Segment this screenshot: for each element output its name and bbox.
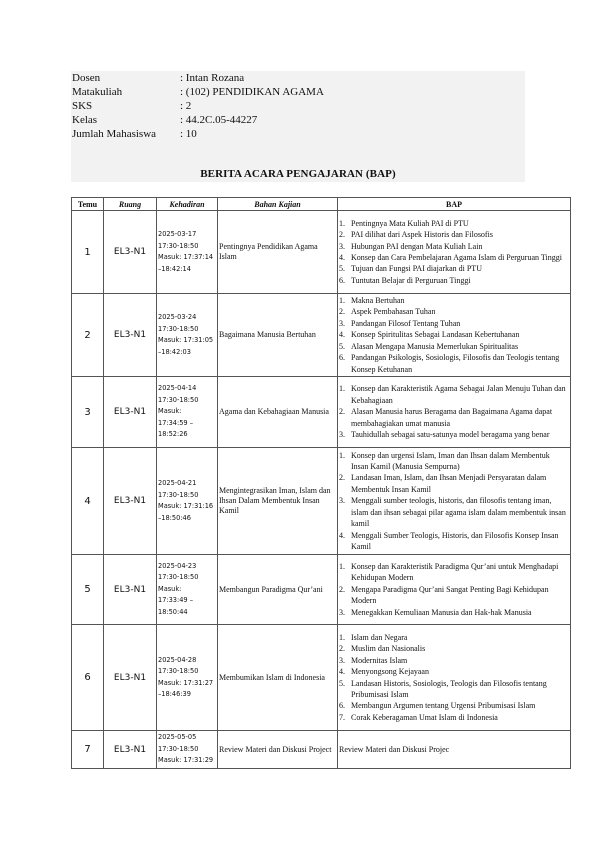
bap-item-text: Menggali sumber teologis, historis, dan filosofis tentang iman, islam dan ihsan sebagai pilar agama islam dalam membentuk insan kamil (351, 496, 566, 529)
bap-item-number: 4. (339, 253, 345, 262)
info-value: : 10 (180, 128, 197, 140)
table-row (72, 625, 571, 731)
bap-list-item (339, 306, 569, 317)
kehadiran-line: 17:30-18:50 (158, 573, 199, 582)
bap-list-item (339, 584, 569, 607)
bap-list (339, 295, 569, 375)
info-value: : 2 (180, 100, 192, 112)
bap-item-number: 4. (339, 667, 345, 677)
column-header-kehadiran: Kehadiran (157, 198, 218, 211)
kehadiran-line: 18:50:44 (158, 607, 188, 616)
bap-item-number: 3. (339, 496, 345, 506)
kehadiran-line: 2025-04-14 (158, 384, 197, 393)
cell-ruang: EL3-N1 (104, 448, 157, 555)
kehadiran-line: 17:34:59 – (158, 418, 194, 427)
bap-list (339, 218, 569, 286)
bap-item-number: 6. (339, 701, 345, 711)
bap-item-number: 4. (339, 530, 345, 540)
kehadiran-line: 17:30-18:50 (158, 744, 199, 753)
bap-item-number: 1. (339, 450, 345, 460)
bap-item-text: Landasan Iman, Islam, dan Ihsan Menjadi Persyaratan dalam Membentuk Insan Kamil (351, 473, 547, 494)
kehadiran-line: 2025-04-23 (158, 561, 197, 570)
bap-item-number: 2. (339, 644, 345, 654)
cell-ruang: EL3-N1 (104, 731, 157, 769)
cell-bahan-kajian: Mengintegrasikan Iman, Islam dan Ihsan Dalam Membentuk Insan Kamil (218, 448, 338, 555)
bap-list-item (339, 318, 569, 329)
bap-item-number: 5. (339, 341, 345, 351)
bap-item-text: Alasan Manusia harus Beragama dan Bagaimana Agama dapat membahagiakan umat manusia (351, 407, 553, 428)
kehadiran-line: –18:42:03 (158, 347, 191, 356)
bap-list-item (339, 341, 569, 352)
cell-bahan-kajian: Review Materi dan Diskusi Project (218, 731, 338, 769)
kehadiran-line: Masuk: (158, 584, 182, 593)
cell-bap (338, 377, 571, 448)
cell-kehadiran (157, 294, 218, 377)
cell-ruang: EL3-N1 (104, 377, 157, 448)
bap-item-number: 1. (339, 561, 345, 571)
info-label: Jumlah Mahasiswa (72, 128, 157, 140)
bap-item-number: 7. (339, 712, 345, 722)
cell-kehadiran (157, 377, 218, 448)
cell-bahan-kajian: Membangun Paradigma Qur’ani (218, 555, 338, 625)
bap-item-number: 1. (339, 632, 345, 642)
kehadiran-line: 18:52:26 (158, 430, 188, 439)
bap-item-number: 6. (339, 353, 345, 363)
cell-ruang: EL3-N1 (104, 294, 157, 377)
bap-list-item (339, 530, 569, 553)
cell-bap (338, 211, 571, 294)
bap-list-item (339, 632, 569, 643)
bap-item-text: Pentingnya Mata Kuliah PAI di PTU (351, 218, 469, 228)
bap-item-number: 5. (339, 678, 345, 688)
bap-item-number: 2. (339, 473, 345, 483)
kehadiran-line: –18:50:46 (158, 513, 191, 522)
bap-list-item (339, 352, 569, 375)
kehadiran-line: 17:30-18:50 (158, 490, 199, 499)
cell-kehadiran (157, 731, 218, 769)
kehadiran-line: 2025-03-17 (158, 230, 197, 238)
bap-list-item (339, 666, 569, 677)
column-header-bahan-kajian: Bahan Kajian (218, 198, 338, 211)
bap-list-item (339, 700, 569, 711)
bap-list-item (339, 643, 569, 654)
info-label: Dosen (72, 72, 101, 84)
kehadiran-line: 17:30-18:50 (158, 324, 199, 333)
bap-list-item (339, 263, 569, 274)
kehadiran-line: 2025-04-28 (158, 655, 197, 664)
bap-list-item (339, 429, 569, 440)
info-label: Kelas (72, 114, 98, 126)
bap-list-item (339, 329, 569, 340)
info-value: : 44.2C.05-44227 (180, 114, 258, 126)
bap-item-text: Tauhidullah sebagai satu-satunya model beragama yang benar (351, 430, 550, 440)
bap-item-number: 3. (339, 430, 345, 440)
table-header-row (72, 198, 571, 211)
bap-list-item (339, 218, 569, 229)
kehadiran-line: 17:33:49 – (158, 596, 194, 605)
bap-item-number: 2. (339, 230, 345, 240)
bap-item-text: Konsep dan Karakteristik Paradigma Qur’ani untuk Menghadapi Kehidupan Modern (351, 561, 559, 583)
info-label: SKS (72, 100, 93, 112)
kehadiran-line: Masuk: 17:31:29 (158, 756, 214, 765)
cell-bahan-kajian: Membumikan Islam di Indonesia (218, 625, 338, 731)
cell-temu: 6 (72, 625, 104, 731)
bap-item-text: Pandangan Psikologis, Sosiologis, Filosofis dan Teologis tentang Konsep Ketuhanan (351, 353, 560, 374)
bap-list-item (339, 295, 569, 306)
bap-item-text: Konsep Spiritulitas Sebagai Landasan Kebertuhanan (351, 330, 520, 340)
bap-list-item (339, 406, 569, 429)
table-row (72, 448, 571, 555)
kehadiran-line: Masuk: 17:31:16 (158, 502, 214, 510)
column-header-temu: Temu (72, 198, 104, 211)
bap-item-number: 3. (339, 318, 345, 328)
bap-item-text: Konsep dan Karakteristik Agama Sebagai Jalan Menuju Tuhan dan Kebahagiaan (351, 384, 566, 405)
bap-item-text: Membangun Argumen tentang Urgensi Pribumisasi Islam (351, 701, 536, 711)
bap-item-text: Hubungan PAI dengan Mata Kuliah Lain (351, 241, 483, 251)
cell-temu: 3 (72, 377, 104, 448)
bap-list-item (339, 229, 569, 240)
kehadiran-line: 2025-04-21 (158, 479, 197, 487)
column-header-ruang: Ruang (104, 198, 157, 211)
bap-item-text: Tuntutan Belajar di Perguruan Tinggi (351, 275, 471, 285)
bap-item-number: 6. (339, 275, 345, 285)
cell-ruang: EL3-N1 (104, 625, 157, 731)
bap-list-item (339, 450, 569, 473)
bap-item-number: 3. (339, 655, 345, 665)
bap-list (339, 561, 569, 618)
kehadiran-line: Masuk: 17:31:27 (158, 678, 214, 687)
cell-temu: 5 (72, 555, 104, 625)
bap-item-number: 1. (339, 218, 345, 228)
cell-temu: 7 (72, 731, 104, 769)
cell-bap: Review Materi dan Diskusi Projec (338, 731, 571, 769)
bap-list-item (339, 241, 569, 252)
column-header-bap: BAP (338, 198, 571, 211)
bap-list-item (339, 472, 569, 495)
bap-list (339, 632, 569, 723)
bap-list (339, 383, 569, 440)
bap-item-number: 3. (339, 607, 345, 617)
table-row (72, 731, 571, 769)
cell-kehadiran (157, 625, 218, 731)
cell-ruang: EL3-N1 (104, 555, 157, 625)
bap-item-text: Aspek Pembahasan Tuhan (351, 307, 436, 317)
table-row (72, 555, 571, 625)
bap-item-text: Tujuan dan Fungsi PAI diajarkan di PTU (351, 264, 482, 274)
kehadiran-line: Masuk: 17:37:14 (158, 253, 214, 261)
bap-item-number: 2. (339, 407, 345, 417)
bap-list-item (339, 655, 569, 666)
bap-item-number: 5. (339, 264, 345, 274)
bap-item-text: Pandangan Filosof Tentang Tuhan (351, 318, 461, 328)
cell-temu: 1 (72, 211, 104, 294)
bap-item-number: 4. (339, 330, 345, 340)
cell-bap (338, 625, 571, 731)
cell-bap (338, 294, 571, 377)
bap-item-text: Muslim dan Nasionalis (351, 644, 426, 654)
table-row (72, 211, 571, 294)
kehadiran-line: 2025-05-05 (158, 733, 197, 742)
bap-list-item (339, 678, 569, 701)
info-value: : (102) PENDIDIKAN AGAMA (180, 86, 324, 98)
bap-item-text: PAI dilihat dari Aspek Historis dan Filosofis (351, 230, 493, 240)
bap-item-text: Modernitas Islam (351, 655, 408, 665)
bap-list-item (339, 712, 569, 723)
bap-item-text: Menggali Sumber Teologis, Historis, dan Filosofis Konsep Insan Kamil (351, 530, 559, 551)
bap-item-text: Menegakkan Kemuliaan Manusia dan Hak-hak Manusia (351, 607, 532, 617)
bap-item-number: 2. (339, 307, 345, 317)
kehadiran-line: –18:46:39 (158, 690, 191, 698)
bap-item-text: Landasan Historis, Sosiologis, Teologis dan Filosofis tentang Pribumisasi Islam (351, 678, 547, 699)
kehadiran-line: 17:30-18:50 (158, 395, 199, 404)
cell-kehadiran (157, 448, 218, 555)
bap-item-text: Konsep dan urgensi Islam, Iman dan Ihsan dalam Membentuk Insan Kamil (Manusia Sempurna) (351, 450, 550, 472)
kehadiran-line: 17:30-18:50 (158, 667, 199, 675)
cell-temu: 4 (72, 448, 104, 555)
info-label: Matakuliah (72, 86, 123, 98)
kehadiran-line: Masuk: 17:31:05 (158, 336, 214, 344)
bap-item-number: 2. (339, 584, 345, 594)
cell-bahan-kajian: Pentingnya Pendidikan Agama Islam (218, 211, 338, 294)
bap-list (339, 450, 569, 553)
cell-bap (338, 448, 571, 555)
bap-list-item (339, 495, 569, 529)
cell-bahan-kajian: Bagaimana Manusia Bertuhan (218, 294, 338, 377)
bap-table (71, 197, 571, 769)
bap-list-item (339, 607, 569, 618)
bap-item-text: Konsep dan Cara Pembelajaran Agama Islam di Perguruan Tinggi (351, 253, 562, 262)
bap-item-text: Corak Keberagaman Umat Islam di Indonesia (351, 712, 498, 722)
document-title: BERITA ACARA PENGAJARAN (BAP) (200, 168, 396, 180)
bap-list-item (339, 561, 569, 584)
bap-list-item (339, 275, 569, 286)
bap-item-number: 1. (339, 384, 345, 394)
cell-kehadiran (157, 555, 218, 625)
cell-temu: 2 (72, 294, 104, 377)
cell-kehadiran (157, 211, 218, 294)
bap-list-item (339, 383, 569, 406)
bap-item-text: Menyongsong Kejayaan (351, 667, 429, 677)
kehadiran-line: Masuk: (158, 407, 182, 416)
info-value: : Intan Rozana (180, 72, 245, 84)
bap-item-number: 1. (339, 296, 345, 306)
bap-item-text: Mengapa Paradigma Qur’ani Sangat Penting Bagi Kehidupan Modern (351, 584, 549, 606)
kehadiran-line: 2025-03-24 (158, 313, 197, 321)
bap-item-text: Islam dan Negara (351, 632, 408, 642)
bap-list-item (339, 252, 569, 263)
cell-ruang: EL3-N1 (104, 211, 157, 294)
bap-item-number: 3. (339, 241, 345, 251)
table-row (72, 294, 571, 377)
kehadiran-line: 17:30-18:50 (158, 241, 199, 250)
kehadiran-line: –18:42:14 (158, 264, 191, 273)
table-row (72, 377, 571, 448)
bap-item-text: Alasan Mengapa Manusia Memerlukan Spiritualitas (351, 341, 519, 351)
cell-bap (338, 555, 571, 625)
cell-bahan-kajian: Agama dan Kebahagiaan Manusia (218, 377, 338, 448)
bap-item-text: Makna Bertuhan (351, 296, 405, 306)
